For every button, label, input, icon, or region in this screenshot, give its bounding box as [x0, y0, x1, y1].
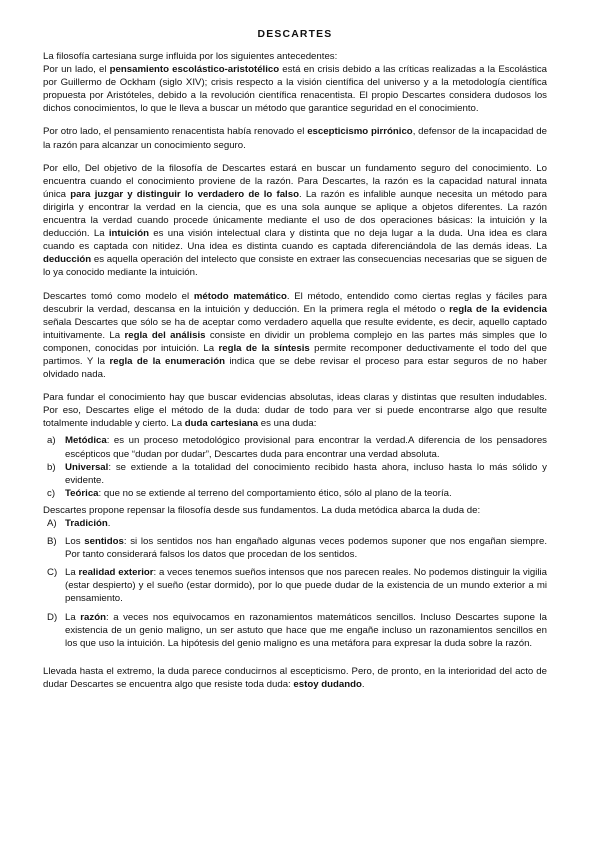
- list-item: a) Metódica: es un proceso metodológico provisional para encontrar la verdad.A diferencia de los pensadores escépticos que “dudan por dudar”, Descartes duda para encontrar una verdad absoluta.: [47, 435, 547, 460]
- reason-paragraph: Por ello, Del objetivo de la filosofía de Descartes estará en buscar un fundamento seguro del conocimiento. Lo encuentra cuando el conocimiento proviene de la razón. Para Descartes, la razón es la capacidad natural innata única para juzgar y distinguir lo verdadero de lo falso. La razón es infalible aunque necesita un método para dirigirla y encontrar la verdad en la ciencia, que es una sola aunque se aplique a objetos diferentes. La razón encuentra la verdad cuando procede únicamente mediante el uso de dos operaciones básicas: la intuición y la deducción. La intuición es una visión intelectual clara y distinta que no deja lugar a la duda. Una idea es clara cuando es captada con nitidez. Una idea es distinta cuando es captada diferenciándola de las demás ideas. La deducción es aquella operación del intelecto que consiste en extraer las consecuencias necesarias que se siguen de lo ya conocido mediante la intuición.: [43, 162, 547, 279]
- list-item: D) La razón: a veces nos equivocamos en razonamientos matemáticos sencillos. Incluso Descartes supone la existencia de un genio maligno, un ser astuto que hace que me engañe incluso un razonamientos sencillos en los que uso la intuición. La hipótesis del genio maligno es una metáfora para expresar la duda sobre la razón.: [47, 611, 547, 649]
- conclusion-paragraph: Llevada hasta el extremo, la duda parece conducirnos al escepticismo. Pero, de pronto, en la interioridad del acto de dudar Descartes se encuentra algo que resiste toda duda: estoy dudando.: [43, 665, 547, 690]
- list-item: B) Los sentidos: si los sentidos nos han engañado algunas veces podemos suponer que nos engañan siempre. Por tanto considerará falsos los datos que procedan de los sentidos.: [47, 536, 548, 561]
- intro-paragraph: La filosofía cartesiana surge influida por los siguientes antecedentes: Por un lado, el pensamiento escolástico-aristotélico está en crisis debido a las críticas realizadas a la Escolástica por Guillermo de Ockham (siglo XIV); crisis respecto a la visión científica del universo y a la metodología científica propuesta por Aristóteles, debido a la revolución científica renacentista. El propio Descartes considera dudosos los dichos conocimientos, lo que le lleva a buscar un método que garantice seguridad en el conocimiento.: [43, 51, 548, 115]
- list-item: A) Tradición.: [47, 518, 111, 529]
- doubt-paragraph: Para fundar el conocimiento hay que buscar evidencias absolutas, ideas claras y distintas que resulten indudables. Por eso, Descartes elige el método de la duda: dudar de todo para ver si puede encontrarse algo que resulte totalmente indudable y cierto. La duda cartesiana es una duda:: [43, 392, 547, 430]
- doubt-scope-list: [43, 517, 547, 650]
- list-item: c) Teórica: que no se extiende al terreno del comportamiento ético, sólo al plano de la teoría.: [47, 487, 452, 499]
- list-item: b) Universal: se extiende a la totalidad del conocimiento recibido hasta ahora, incluso hasta lo más sólido y evidente.: [47, 461, 547, 486]
- rethink-paragraph: Descartes propone repensar la filosofía desde sus fundamentos. La duda metódica abarca la duda de:: [43, 504, 481, 516]
- method-paragraph: Descartes tomó como modelo el método matemático. El método, entendido como ciertas reglas y fáciles para descubrir la verdad, descansa en la intuición y deducción. En la primera regla el método o regla de la evidencia señala Descartes que sólo se ha de aceptar como verdadero aquella que resulte evidente, es decir, aquello captado intuitivamente. La regla del análisis consiste en dividir un problema complejo en las partes más simples que lo componen, conocidas por intuición. La regla de la síntesis permite recomponer deductivamente el todo del que partimos. Y la regla de la enumeración indica que se debe revisar el proceso para estar seguros de no haber olvidado nada.: [43, 290, 547, 381]
- list-item: C) La realidad exterior: a veces tenemos sueños intensos que nos parecen reales. No podemos distinguir la vigilia (estar despierto) y el sueño (estar dormido), por lo que puede dudar de la existencia de un mundo exterior a mi pensamiento.: [47, 567, 547, 605]
- page-title: DESCARTES: [257, 29, 333, 40]
- doubt-characteristics-list: [43, 434, 547, 499]
- skepticism-paragraph: Por otro lado, el pensamiento renacentista había renovado el escepticismo pirrónico, defensor de la incapacidad de la razón para alcanzar un conocimiento seguro.: [43, 126, 547, 151]
